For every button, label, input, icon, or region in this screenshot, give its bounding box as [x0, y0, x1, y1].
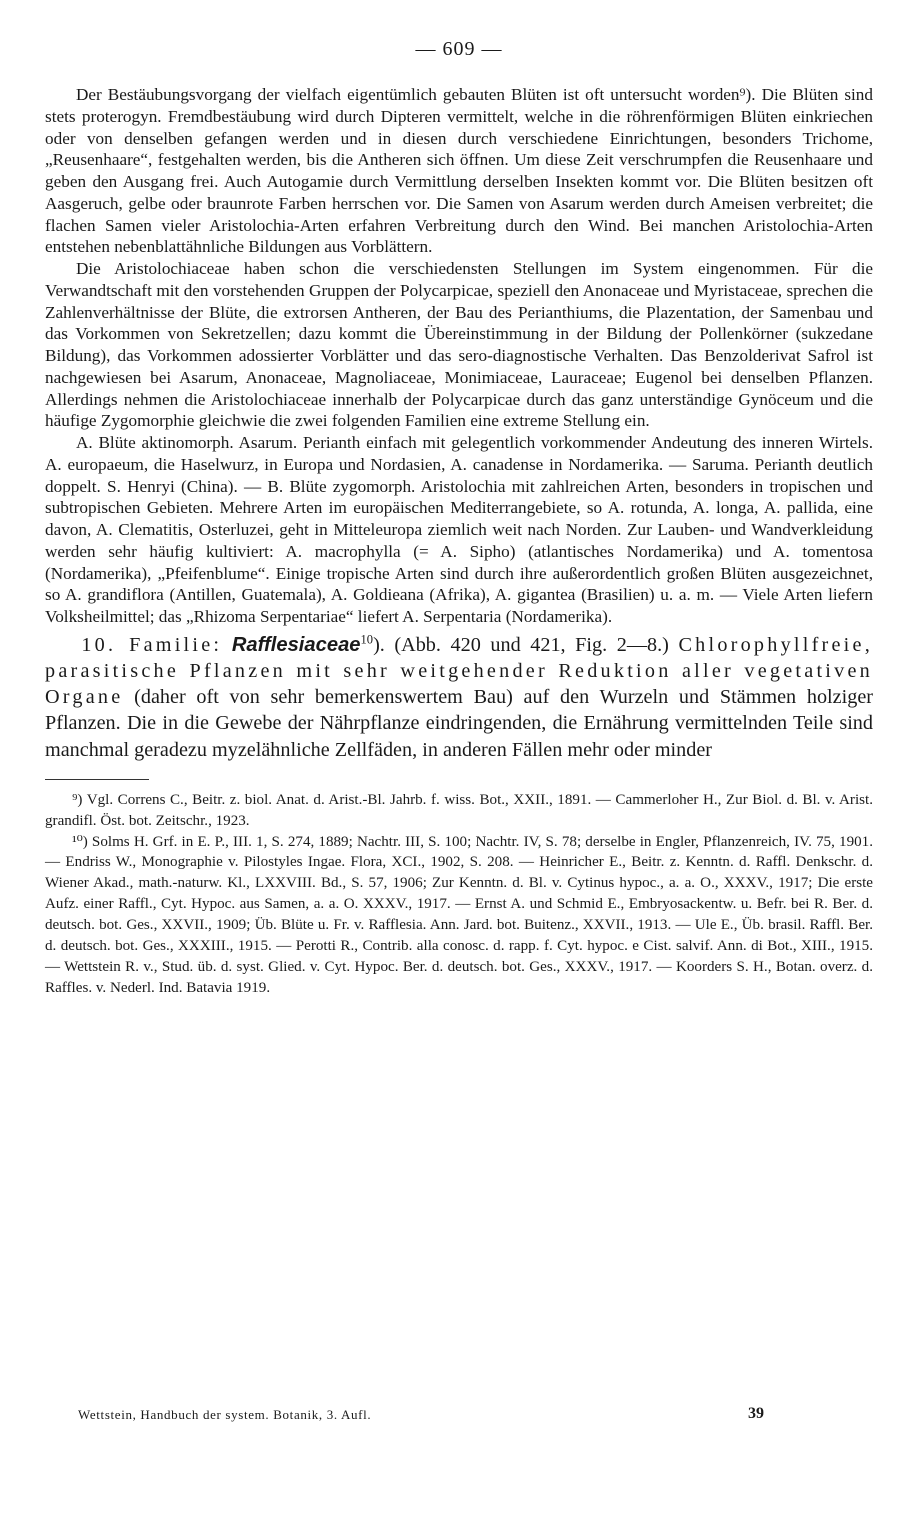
family-footnote-ref: 10 — [360, 632, 374, 647]
body-text — [45, 84, 873, 628]
footer-source: Wettstein, Handbuch der system. Botanik, 3. Aufl. — [78, 1407, 372, 1422]
footnote-10: ¹⁰) Solms H. Grf. in E. P., III. 1, S. 274, 1889; Nachtr. III, S. 100; Nachtr. IV, S. 78; derselbe in Engler, Pflanzenreich, IV. 75, 1901. — Endriss W., Monographie v. Pilostyles Ingae. Flora, XCI., 1902, S. 208. — Heinricher E., Beitr. z. Kenntn. d. Raffl. Denkschr. d. Wiener Akad., math.-naturw. Kl., LXXVIII. Bd., S. 57, 1906; Zur Kenntn. d. Bl. v. Cytinus hypoc., a. a. O., XXXV., 1917; Die erste Aufz. einer Raffl., Cyt. Hypoc. aus Samen, a. a. O. XXXV., 1917. — Ernst A. und Schmid E., Embryosackentw. u. Befr. bei R. Ber. d. deutsch. bot. Ges., XXVII., 1909; Üb. Blüte u. Fr. v. Rafflesia. Ann. Jard. bot. Buitenz., XXVII., 1913. — Ule E., Üb. brasil. Raffl. Ber. d. deutsch. bot. Ges., XXXIII., 1915. — Perotti R., Contrib. alla conosc. d. rapp. f. Cyt. hypoc. e Cist. salvif. Ann. di Bot., XIII., 1915. — Wettstein R. v., Stud. üb. d. syst. Glied. v. Cyt. Hypoc. Ber. d. deutsch. bot. Ges., XXXV., 1917. — Koorders S. H., Botan. overz. d. Raffles. v. Nederl. Ind. Batavia 1919. — [45, 833, 873, 996]
footnote-divider — [45, 779, 149, 780]
family-name: Rafflesiaceae — [231, 633, 361, 656]
footnotes — [45, 790, 873, 999]
footnote-9: ⁹) Vgl. Correns C., Beitr. z. biol. Anat. d. Arist.-Bl. Jahrb. f. wiss. Bot., XXII., 1891. — Cammerloher H., Zur Biol. d. Bl. v. Arist. grandifl. Öst. bot. Zeitschr., 1923. — [45, 791, 873, 829]
family-section — [45, 632, 873, 763]
book-page — [45, 36, 873, 999]
signature-mark: 39 — [748, 1405, 764, 1422]
family-prefix: 10. Familie: — [81, 633, 223, 656]
family-paragraph — [45, 632, 873, 763]
paragraph-systematics: Die Aristolochiaceae haben schon die verschiedensten Stellungen im System eingenommen. Für die Verwandtschaft mit den vorstehenden Gruppen der Polycarpicae, speziell den Anonaceae und Myristaceae, sprechen die Zahlenverhältnisse der Blüte, die extrorsen Antheren, der Bau des Perianthiums, die Plazentation, der Samenbau und das Vorkommen von Sekretzellen; dazu kommt die Übereinstimmung in der Bildung der Pollenkörner (sukzedane Bildung), das Vorkommen adossierter Vorblätter und das sero-diagnostische Verhalten. Das Benzolderivat Safrol ist nachgewiesen bei Asarum, Anonaceae, Magnoliaceae, Monimiaceae, Lauraceae; Eugenol bei denselben Pflanzen. Allerdings nehmen die Aristolochiaceae innerhalb der Polycarpicae durch das ganz unterständige Gynöceum und die häufige Zygomorphie gleichwie die zwei folgenden Familien eine extreme Stellung ein. — [45, 259, 873, 431]
family-description: (daher oft von sehr bemerkenswertem Bau) auf den Wurzeln und Stämmen holziger Pflanzen. Die in die Gewebe der Nährpflanze eindringenden, die Ernährung vermittelnden Teile sind manchmal geradezu myzelähnliche Zellfäden, in anderen Fällen mehr oder minder — [45, 686, 873, 761]
family-ref: ). (Abb. 420 und 421, Fig. 2—8.) — [373, 633, 679, 656]
family-diagnosis: Chlorophyllfreie, parasitische Pflanzen mit sehr weitgehender Reduktion aller vegetativen Organe — [45, 633, 873, 709]
page-number: — 609 — — [415, 38, 503, 60]
page-footer — [78, 1407, 778, 1423]
paragraph-genera: A. Blüte aktinomorph. Asarum. Perianth einfach mit gelegentlich vorkommender Andeutung des inneren Wirtels. A. europaeum, die Haselwurz, in Europa und Nordasien, A. canadense in Nordamerika. — Saruma. Perianth deutlich doppelt. S. Henryi (China). — B. Blüte zygomorph. Aristolochia mit zahlreichen Arten, besonders in tropischen und subtropischen Gebieten. Mehrere Arten im europäischen Mediterrangebiete, so A. rotunda, A. longa, A. pallida, eine davon, A. Clematitis, Osterluzei, geht in Mitteleuropa ziemlich weit nach Norden. Zur Lauben- und Wandverkleidung werden sehr häufig kultiviert: A. macrophylla (= A. Sipho) (atlantisches Nordamerika) und A. tomentosa (Nordamerika), „Pfeifenblume“. Einige tropische Arten sind durch ihre außerordentlich großen Blüten ausgezeichnet, so A. grandiflora (Antillen, Guatemala), A. Goldieana (Afrika), A. gigantea (Brasilien) u. a. m. — Viele Arten liefern Volksheilmittel; das „Rhizoma Serpentariae“ liefert A. Serpentaria (Nordamerika). — [45, 433, 873, 626]
paragraph-pollination: Der Bestäubungsvorgang der vielfach eigentümlich gebauten Blüten ist oft untersucht worden⁹). Die Blüten sind stets proterogyn. Fremdbestäubung wird durch Dipteren vermittelt, welche in die röhrenförmigen Blüten einkriechen oder von denselben gefangen werden und in diesen durch verschiedene Einrichtungen, besonders Trichome, „Reusenhaare“, festgehalten werden, bis die Antheren sich öffnen. Um diese Zeit verschrumpfen die Reusenhaare und geben den Ausgang frei. Auch Autogamie durch Vermittlung derselben Insekten kommt vor. Die Blüten besitzen oft Aasgeruch, gelbe oder braunrote Farben herrschen vor. Die Samen von Asarum werden durch Ameisen verbreitet; die flachen Samen vieler Aristolochia-Arten erfahren Verbreitung durch den Wind. Bei manchen Aristolochia-Arten entstehen nebenblattähnliche Bildungen aus Vorblättern. — [45, 85, 873, 257]
